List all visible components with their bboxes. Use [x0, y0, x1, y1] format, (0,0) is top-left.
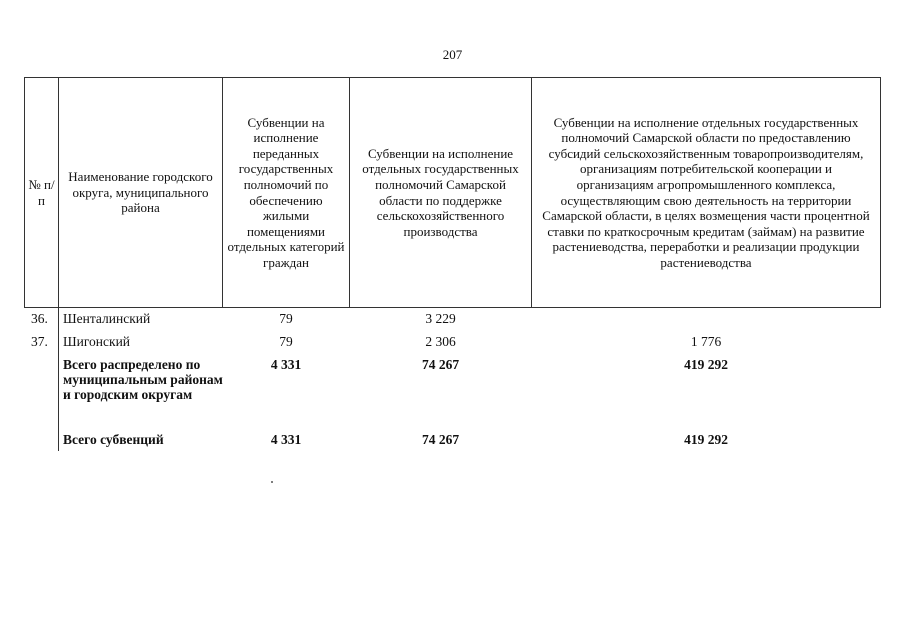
column-divider [58, 308, 59, 451]
row-value-a: 79 [279, 311, 293, 326]
row-value-a: 79 [279, 334, 293, 349]
row-value-c: 1 776 [690, 334, 722, 349]
total-label: Всего распределено по муниципальным районам и городским округам [63, 357, 223, 402]
total-value-c: 419 292 [684, 432, 728, 447]
row-number: 37. [31, 334, 48, 349]
total-value-a: 4 331 [270, 357, 302, 372]
total-label: Всего субвенций [63, 432, 164, 447]
header-col-agriculture-subsidy: Субвенции на исполнение отдельных государственных полномочий Самарской области по поддержке сельскохозяйственного производства [349, 77, 532, 308]
header-col-name: Наименование городского округа, муниципального района [58, 77, 223, 308]
row-name: Шенталинский [63, 311, 151, 326]
total-value-b: 74 267 [421, 432, 460, 447]
header-col-number: № п/п [24, 77, 59, 308]
total-value-a: 4 331 [270, 432, 302, 447]
header-col-housing-subsidy: Субвенции на исполнение переданных государственных полномочий по обеспечению жилыми помещениями отдельных категорий граждан [222, 77, 350, 308]
scan-speck [271, 481, 273, 483]
row-value-b: 3 229 [425, 311, 456, 326]
header-col-interest-subsidy: Субвенции на исполнение отдельных государственных полномочий Самарской области по предоставлению субсидий сельскохозяйственным товаропроизводителям, организациям потребительской кооперации и организациям агропромышленного комплекса, осуществляющим свою деятельность на территории Самарской области, в целях возмещения части процентной ставки по краткосрочным кредитам (займам) на развитие растениеводства, переработки и реализации продукции растениеводства [531, 77, 881, 308]
row-value-b: 2 306 [425, 334, 456, 349]
row-number: 36. [31, 311, 48, 326]
page-number: 207 [442, 47, 463, 62]
row-name: Шигонский [63, 334, 131, 349]
total-value-b: 74 267 [421, 357, 460, 372]
total-value-c: 419 292 [684, 357, 728, 372]
